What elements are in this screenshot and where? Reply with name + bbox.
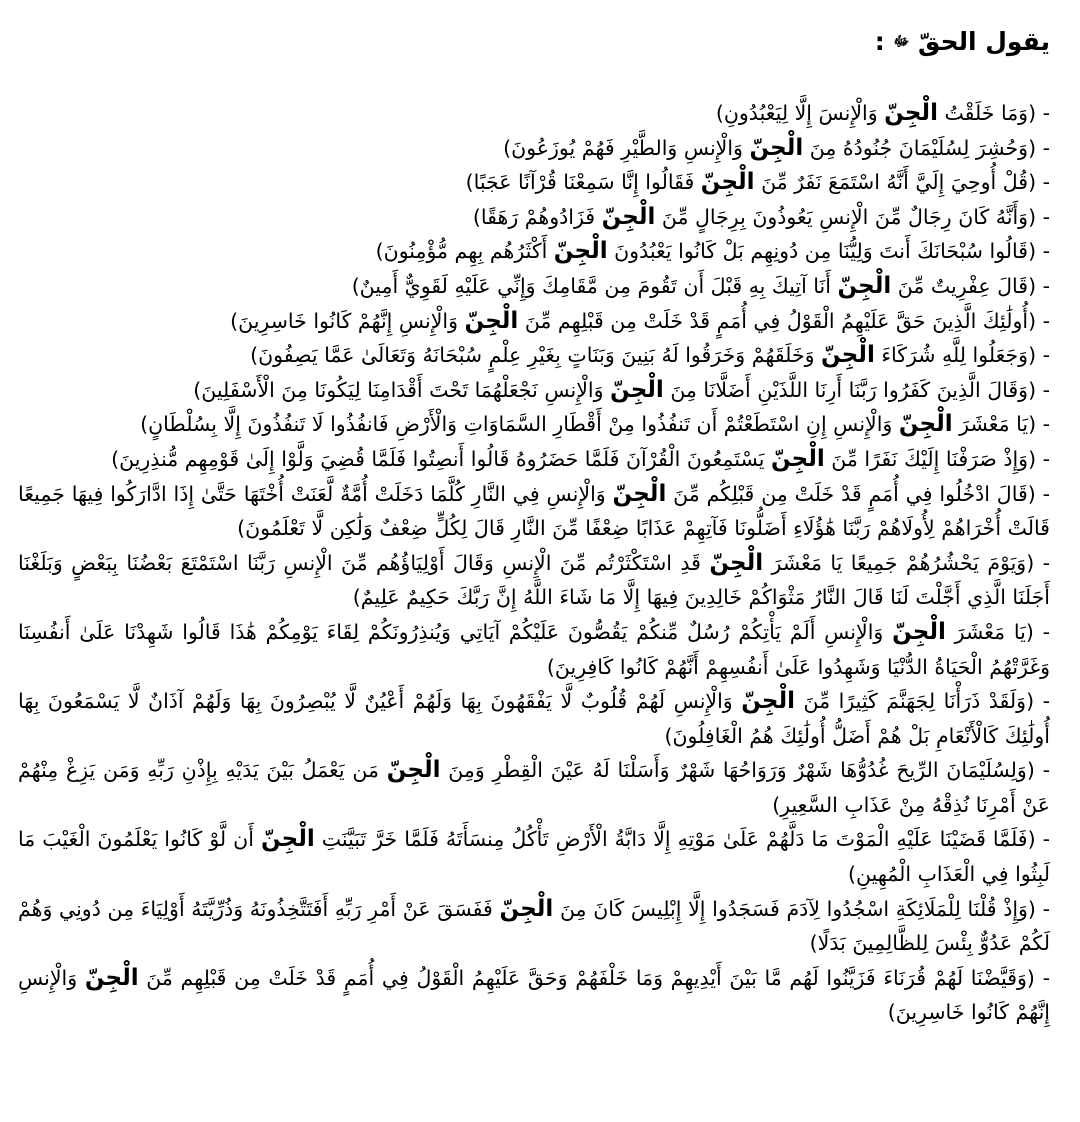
keyword-jinn: الْجِنّ xyxy=(386,757,441,784)
verse-bullet: - xyxy=(1035,481,1050,506)
verse-bullet: - xyxy=(1036,135,1050,160)
verse-item xyxy=(18,684,1050,753)
verse-bullet: - xyxy=(1034,758,1050,783)
verse-item xyxy=(18,407,1050,442)
verse-text: يَسْتَمِعُونَ الْقُرْآنَ فَلَمَّا حَضَرُوهُ قَالُوا أَنصِتُوا فَلَمَّا قُضِيَ وَلَّوْا إِلَىٰ قَوْمِهِم مُّنذِرِينَ) xyxy=(111,446,771,471)
page-heading xyxy=(18,22,1050,62)
keyword-jinn: الْجِنّ xyxy=(884,100,938,126)
verse-text: وَالْإِنسَ إِلَّا لِيَعْبُدُونِ) xyxy=(715,101,885,125)
verse-text: وَالْإِنسِ فِي النَّارِ كُلَّمَا دَخَلَتْ أُمَّةٌ لَّعَنَتْ أُخْتَهَا حَتَّىٰ إِذَا ادَّارَكُوا فِيهَا جَمِيعًا قَالَتْ أُخْرَاهُمْ لِأُولَاهُمْ رَبَّنَا هَٰؤُلَاءِ أَضَلُّونَا فَآتِهِمْ عَذَابًا ضِعْفًا مِّنَ النَّارِ قَالَ لِكُلٍّ ضِعْفٌ وَلَٰكِن لَّا تَعْلَمُونَ) xyxy=(18,481,1050,541)
verse-bullet: - xyxy=(1036,170,1050,195)
verse-bullet: - xyxy=(1036,204,1050,229)
verse-text: (قُلْ أُوحِيَ إِلَيَّ أَنَّهُ اسْتَمَعَ نَفَرٌ مِّنَ xyxy=(754,170,1037,195)
verse-text: (قَالَ عِفْرِيتٌ مِّنَ xyxy=(891,273,1037,298)
keyword-jinn: الْجِنّ xyxy=(898,411,953,438)
verse-text: وَالْإِنسِ إِنِ اسْتَطَعْتُمْ أَن تَنفُذُوا مِنْ أَقْطَارِ السَّمَاوَاتِ وَالْأَرْضِ فَانفُذُوا لَا تَنفُذُونَ إِلَّا بِسُلْطَانٍ) xyxy=(140,412,899,437)
keyword-jinn: الْجِنّ xyxy=(700,169,755,196)
verse-text: فَفَسَقَ عَنْ أَمْرِ رَبِّهِ أَفَتَتَّخِذُونَهُ وَذُرِّيَّتَهُ أَوْلِيَاءَ مِن دُونِي وَهُمْ لَكُمْ عَدُوٌّ بِئْسَ لِلظَّالِمِينَ بَدَلًا) xyxy=(18,896,1050,956)
verse-item xyxy=(18,304,1050,339)
keyword-jinn: الْجِنّ xyxy=(709,549,764,576)
verse-bullet: - xyxy=(1036,343,1050,368)
verse-text: (أُولَٰئِكَ الَّذِينَ حَقَّ عَلَيْهِمُ الْقَوْلُ فِي أُمَمٍ قَدْ خَلَتْ مِن قَبْلِهِم مِّنَ xyxy=(518,308,1037,333)
verse-item xyxy=(18,96,1050,131)
verse-bullet: - xyxy=(1036,446,1050,471)
verse-bullet: - xyxy=(1036,308,1050,333)
verse-text: وَالْإِنسِ أَلَمْ يَأْتِكُمْ رُسُلٌ مِّنكُمْ يَقُصُّونَ عَلَيْكُمْ آيَاتِي وَيُنذِرُونَكُمْ لِقَاءَ يَوْمِكُمْ هَٰذَا قَالُوا شَهِدْنَا عَلَىٰ أَنفُسِنَا وَغَرَّتْهُمُ الْحَيَاةُ الدُّنْيَا وَشَهِدُوا عَلَىٰ أَنفُسِهِمْ أَنَّهُمْ كَانُوا كَافِرِينَ) xyxy=(18,619,1050,679)
honorific-glyph: ﷻ xyxy=(893,34,910,50)
keyword-jinn: الْجِنّ xyxy=(84,964,139,991)
verse-item xyxy=(18,269,1050,304)
keyword-jinn: الْجِنّ xyxy=(260,826,315,853)
verse-text: (يَا مَعْشَرَ xyxy=(945,619,1034,644)
verse-bullet: - xyxy=(1036,412,1050,437)
verse-text: (وَحُشِرَ لِسُلَيْمَانَ جُنُودُهُ مِنَ xyxy=(803,135,1037,160)
verse-text: (وَقَالَ الَّذِينَ كَفَرُوا رَبَّنَا أَرِنَا اللَّذَيْنِ أَضَلَّانَا مِنَ xyxy=(663,377,1037,402)
verse-bullet: - xyxy=(1035,827,1050,852)
verse-text: (فَلَمَّا قَضَيْنَا عَلَيْهِ الْمَوْتَ مَا دَلَّهُمْ عَلَىٰ مَوْتِهِ إِلَّا دَابَّةُ الْأَرْضِ تَأْكُلُ مِنسَأَتَهُ فَلَمَّا خَرَّ تَبَيَّنَتِ xyxy=(314,827,1036,852)
verse-text: وَالْإِنسِ إِنَّهُمْ كَانُوا خَاسِرِينَ) xyxy=(18,965,1050,1025)
document-body xyxy=(18,22,1050,1030)
verse-bullet: - xyxy=(1036,377,1050,402)
verse-item xyxy=(18,373,1050,408)
verse-text: مَن يَعْمَلُ بَيْنَ يَدَيْهِ بِإِذْنِ رَبِّهِ وَمَن يَزِغْ مِنْهُمْ عَنْ أَمْرِنَا نُذِقْهُ مِنْ عَذَابِ السَّعِيرِ) xyxy=(18,758,1050,817)
verse-text: (وَقَيَّضْنَا لَهُمْ قُرَنَاءَ فَزَيَّنُوا لَهُم مَّا بَيْنَ أَيْدِيهِمْ وَمَا خَلْفَهُمْ وَحَقَّ عَلَيْهِمُ الْقَوْلُ فِي أُمَمٍ قَدْ خَلَتْ مِن قَبْلِهِم مِّنَ xyxy=(138,965,1035,990)
verse-item xyxy=(18,822,1050,891)
verse-list xyxy=(18,96,1050,1030)
verse-text: أَكْثَرُهُم بِهِم مُّؤْمِنُونَ) xyxy=(375,239,554,264)
keyword-jinn: الْجِنّ xyxy=(499,895,554,922)
verse-bullet: - xyxy=(1035,896,1050,921)
verse-text: (قَالَ ادْخُلُوا فِي أُمَمٍ قَدْ خَلَتْ مِن قَبْلِكُم مِّنَ xyxy=(666,481,1036,506)
keyword-jinn: الْجِنّ xyxy=(770,445,825,472)
keyword-jinn: الْجِنّ xyxy=(741,688,796,715)
verse-text: وَخَلَقَهُمْ وَخَرَقُوا لَهُ بَنِينَ وَبَنَاتٍ بِغَيْرِ عِلْمٍ سُبْحَانَهُ وَتَعَالَىٰ عَمَّا يَصِفُونَ) xyxy=(250,343,822,368)
verse-text: وَالْإِنسِ إِنَّهُمْ كَانُوا خَاسِرِينَ) xyxy=(230,308,465,333)
verse-text: فَزَادُوهُمْ رَهَقًا) xyxy=(472,204,602,229)
verse-item xyxy=(18,477,1050,546)
keyword-jinn: الْجِنّ xyxy=(612,480,667,507)
verse-text: (وَإِذْ قُلْنَا لِلْمَلَائِكَةِ اسْجُدُوا لِآدَمَ فَسَجَدُوا إِلَّا إِبْلِيسَ كَانَ مِنَ xyxy=(553,896,1036,921)
verse-item xyxy=(18,546,1050,615)
verse-text: (وَأَنَّهُ كَانَ رِجَالٌ مِّنَ الْإِنسِ يَعُوذُونَ بِرِجَالٍ مِّنَ xyxy=(655,204,1037,229)
verse-item xyxy=(18,200,1050,235)
verse-bullet: - xyxy=(1036,273,1050,298)
heading-colon: : xyxy=(874,27,885,56)
verse-bullet: - xyxy=(1034,965,1050,990)
verse-text: (وَلِسُلَيْمَانَ الرِّيحَ غُدُوُّهَا شَهْرٌ وَرَوَاحُهَا شَهْرٌ وَأَسَلْنَا لَهُ عَيْنَ الْقِطْرِ وَمِنَ xyxy=(440,758,1035,783)
verse-item xyxy=(18,892,1050,961)
verse-item xyxy=(18,615,1050,684)
verse-text: فَقَالُوا إِنَّا سَمِعْنَا قُرْآنًا عَجَبًا) xyxy=(465,170,701,195)
verse-text: (وَجَعَلُوا لِلَّهِ شُرَكَاءَ xyxy=(874,343,1037,368)
verse-item xyxy=(18,338,1050,373)
verse-text: أَنَا آتِيكَ بِهِ قَبْلَ أَن تَقُومَ مِن مَّقَامِكَ وَإِنِّي عَلَيْهِ لَقَوِيٌّ أَمِينٌ) xyxy=(351,273,838,298)
verse-bullet: - xyxy=(1033,619,1050,644)
keyword-jinn: الْجِنّ xyxy=(553,238,608,265)
verse-text: وَالْإِنسِ وَالطَّيْرِ فَهُمْ يُوزَعُونَ) xyxy=(503,135,750,160)
verse-item xyxy=(18,753,1050,822)
verse-text: (وَلَقَدْ ذَرَأْنَا لِجَهَنَّمَ كَثِيرًا مِّنَ xyxy=(795,689,1035,714)
verse-text: وَالْإِنسِ نَجْعَلْهُمَا تَحْتَ أَقْدَامِنَا لِيَكُونَا مِنَ الْأَسْفَلِينَ) xyxy=(193,377,610,402)
verse-text: قَدِ اسْتَكْثَرْتُم مِّنَ الْإِنسِ وَقَالَ أَوْلِيَاؤُهُم مِّنَ الْإِنسِ رَبَّنَا اسْتَمْتَعَ بَعْضُنَا بِبَعْضٍ وَبَلَغْنَا أَجَلَنَا الَّذِي أَجَّلْتَ لَنَا قَالَ النَّارُ مَثْوَاكُمْ خَالِدِينَ فِيهَا إِلَّا مَا شَاءَ اللَّهُ إِنَّ رَبَّكَ حَكِيمٌ عَلِيمٌ) xyxy=(18,550,1050,610)
keyword-jinn: الْجِنّ xyxy=(601,203,656,230)
verse-text: أَن لَّوْ كَانُوا يَعْلَمُونَ الْغَيْبَ مَا لَبِثُوا فِي الْعَذَابِ الْمُهِينِ) xyxy=(18,827,1050,887)
verse-bullet: - xyxy=(1034,689,1050,714)
verse-text: (وَإِذْ صَرَفْنَا إِلَيْكَ نَفَرًا مِّنَ xyxy=(824,446,1037,471)
verse-text: (وَمَا خَلَقْتُ xyxy=(937,101,1037,125)
verse-item xyxy=(18,165,1050,200)
heading-text: يقول الحقّ xyxy=(918,27,1050,56)
verse-bullet: - xyxy=(1036,101,1050,125)
keyword-jinn: الْجِنّ xyxy=(892,618,946,645)
keyword-jinn: الْجِنّ xyxy=(821,342,875,369)
verse-text: (قَالُوا سُبْحَانَكَ أَنتَ وَلِيُّنَا مِن دُونِهِم بَلْ كَانُوا يَعْبُدُونَ xyxy=(607,239,1037,264)
verse-text: وَالْإِنسِ لَهُمْ قُلُوبٌ لَّا يَفْقَهُونَ بِهَا وَلَهُمْ أَعْيُنٌ لَّا يُبْصِرُونَ بِهَا وَلَهُمْ آذَانٌ لَّا يَسْمَعُونَ بِهَا أُولَٰئِكَ كَالْأَنْعَامِ بَلْ هُمْ أَضَلُّ أُولَٰئِكَ هُمُ الْغَافِلُونَ) xyxy=(18,689,1050,748)
keyword-jinn: الْجِنّ xyxy=(610,376,664,403)
keyword-jinn: الْجِنّ xyxy=(749,134,804,161)
verse-bullet: - xyxy=(1036,239,1050,264)
keyword-jinn: الْجِنّ xyxy=(837,272,892,299)
verse-item xyxy=(18,442,1050,477)
verse-item xyxy=(18,961,1050,1030)
keyword-jinn: الْجِنّ xyxy=(464,307,519,334)
verse-text: (وَيَوْمَ يَحْشُرُهُمْ جَمِيعًا يَا مَعْشَرَ xyxy=(763,550,1035,575)
verse-item xyxy=(18,234,1050,269)
verse-bullet: - xyxy=(1034,550,1050,575)
verse-item xyxy=(18,131,1050,166)
verse-text: (يَا مَعْشَرَ xyxy=(952,412,1037,437)
